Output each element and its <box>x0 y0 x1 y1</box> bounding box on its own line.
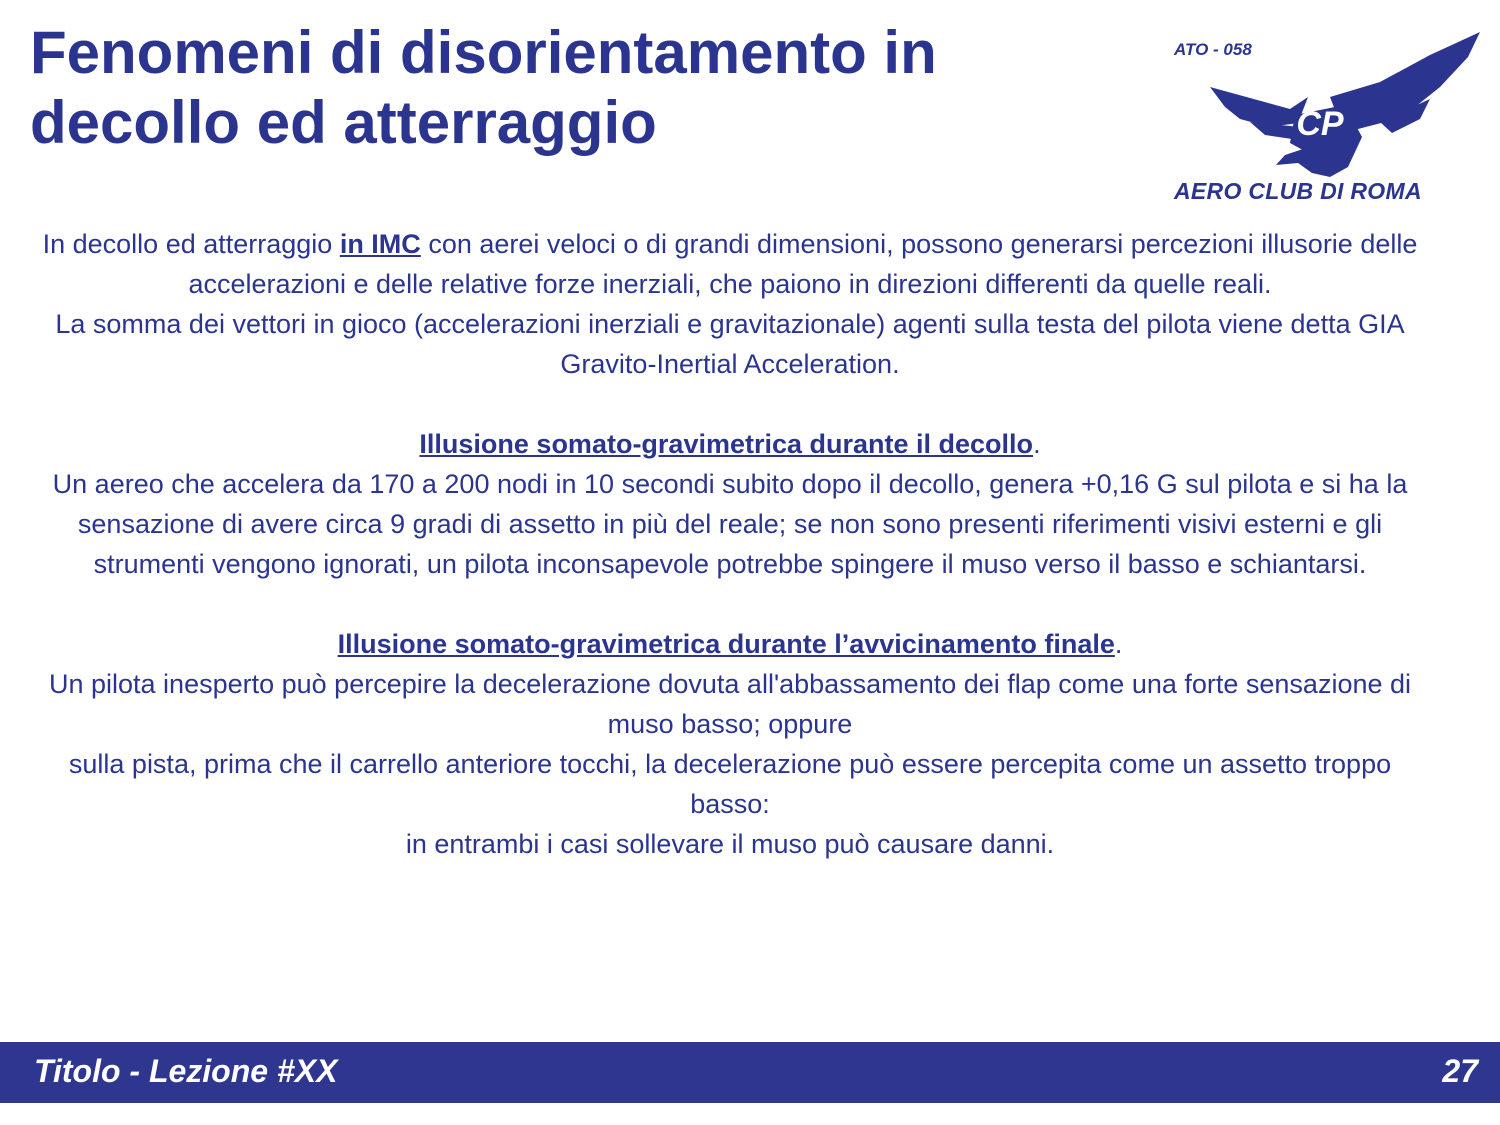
paragraph-approach-flaps: Un pilota inesperto può percepire la decelerazione dovuta all'abbassamento dei flap come una forte sensazione di muso basso; oppure <box>48 669 1412 739</box>
heading-approach-text: Illusione somato-gravimetrica durante l’avvicinamento finale <box>337 629 1115 659</box>
heading-approach-suffix: . <box>1114 629 1123 659</box>
paragraph-gia: La somma dei vettori in gioco (accelerazioni inerziali e gravitazionale) agenti sulla testa del pilota viene detta GIA Gravito-Inertial Acceleration. <box>55 309 1405 379</box>
page-number: 27 <box>1442 1053 1478 1089</box>
footer-title: Titolo - Lezione #XX <box>34 1053 338 1089</box>
page-title-line-2: decollo ed atterraggio <box>30 89 657 156</box>
heading-takeoff <box>30 424 1430 464</box>
heading-takeoff-text: Illusione somato-gravimetrica durante il decollo <box>419 429 1034 459</box>
intro-text-end: con aerei veloci o di grandi dimensioni, possono generarsi percezioni illusorie delle accelerazioni e delle relative forze inerziali, che paiono in direzioni differenti da quelle reali. <box>188 229 1418 299</box>
intro-text-start: In decollo ed atterraggio <box>42 229 340 259</box>
paragraph-approach-conclusion: in entrambi i casi sollevare il muso può causare danni. <box>405 829 1055 859</box>
paragraph-approach-runway: sulla pista, prima che il carrello anteriore tocchi, la decelerazione può essere percepita come un assetto troppo basso: <box>68 749 1392 819</box>
footer-bar <box>0 1042 1500 1103</box>
spacer <box>30 584 1430 624</box>
imc-emphasis: in IMC <box>339 229 421 259</box>
emblem-letters: CP <box>1296 105 1344 143</box>
page-title <box>30 18 1130 158</box>
aero-club-logo <box>1160 22 1485 212</box>
logo-name: AERO CLUB DI ROMA <box>1174 178 1422 204</box>
heading-takeoff-suffix: . <box>1033 429 1041 459</box>
heading-approach <box>30 624 1430 664</box>
page-title-line-1: Fenomeni di disorientamento in <box>30 19 937 86</box>
slide-body <box>30 224 1430 864</box>
spacer <box>30 384 1430 424</box>
logo-code: ATO - 058 <box>1174 40 1252 59</box>
paragraph-intro <box>30 224 1430 304</box>
paragraph-takeoff: Un aereo che accelera da 170 a 200 nodi in 10 secondi subito dopo il decollo, genera +0,16 G sul pilota e si ha la sensazione di avere circa 9 gradi di assetto in più del reale; se non sono presenti riferimenti visivi esterni e gli strumenti vengono ignorati, un pilota inconsapevole potrebbe spingere il muso verso il basso e schiantarsi. <box>52 469 1408 579</box>
